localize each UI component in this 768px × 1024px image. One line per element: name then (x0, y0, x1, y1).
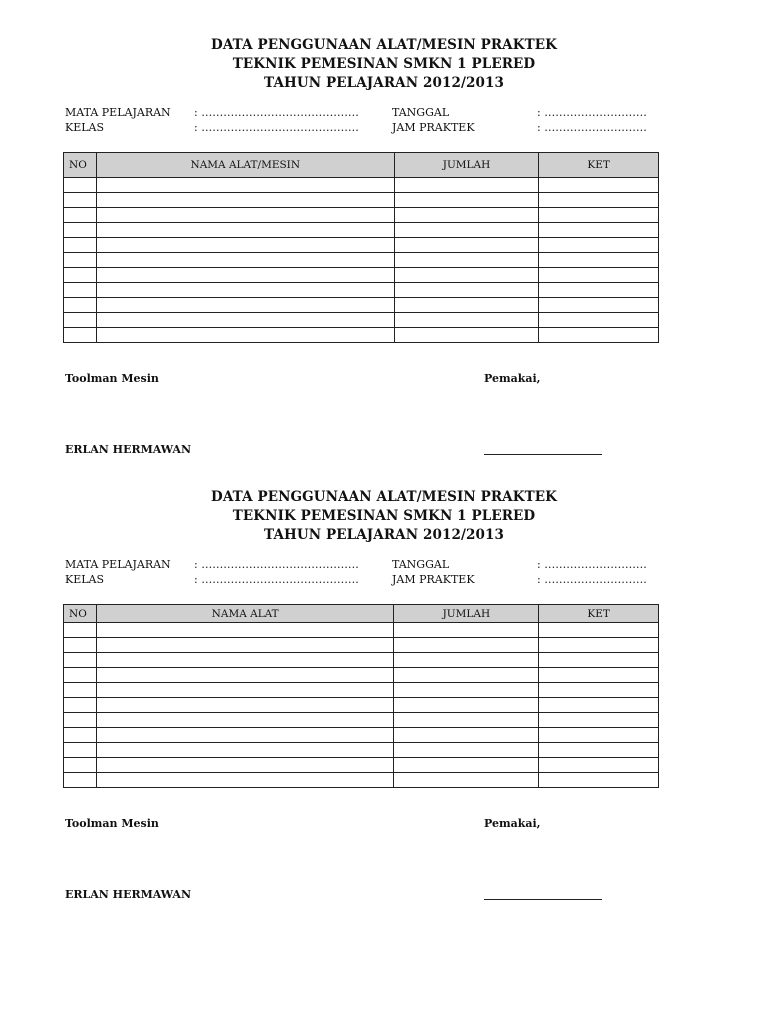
cell-ket[interactable] (539, 193, 659, 208)
pemakai-signature-line[interactable] (484, 454, 602, 455)
cell-jumlah[interactable] (394, 623, 539, 638)
cell-no[interactable] (64, 743, 97, 758)
cell-no[interactable] (64, 668, 97, 683)
cell-no[interactable] (64, 223, 97, 238)
cell-no[interactable] (64, 253, 97, 268)
table-row (64, 653, 659, 668)
cell-jumlah[interactable] (394, 328, 539, 343)
cell-no[interactable] (64, 773, 97, 788)
signature-block (0, 788, 768, 901)
cell-jumlah[interactable] (394, 178, 539, 193)
cell-jumlah[interactable] (394, 208, 539, 223)
tanggal-label: TANGGAL (392, 558, 450, 571)
cell-jumlah[interactable] (394, 758, 539, 773)
jam-praktek-field[interactable]: : ………………………. (537, 573, 647, 586)
cell-ket[interactable] (539, 223, 659, 238)
cell-nama-alat[interactable] (96, 653, 394, 668)
cell-nama-alat[interactable] (96, 623, 394, 638)
table-row (64, 758, 659, 773)
cell-ket[interactable] (539, 298, 659, 313)
header-no: NO (64, 153, 97, 178)
cell-no[interactable] (64, 623, 97, 638)
cell-nama-alat[interactable] (96, 758, 394, 773)
cell-no[interactable] (64, 283, 97, 298)
table-row (64, 178, 659, 193)
table-row (64, 208, 659, 223)
cell-nama-alat[interactable] (96, 283, 394, 298)
cell-ket[interactable] (539, 653, 659, 668)
title-line-3: TAHUN PELAJARAN 2012/2013 (264, 75, 504, 91)
cell-ket[interactable] (539, 208, 659, 223)
cell-nama-alat[interactable] (96, 268, 394, 283)
cell-no[interactable] (64, 728, 97, 743)
cell-jumlah[interactable] (394, 238, 539, 253)
cell-ket[interactable] (539, 638, 659, 653)
pemakai-signature-line[interactable] (484, 899, 602, 900)
cell-no[interactable] (64, 313, 97, 328)
pemakai-label: Pemakai, (484, 817, 541, 830)
header-no: NO (64, 605, 97, 623)
table-row (64, 238, 659, 253)
table-row (64, 728, 659, 743)
cell-nama-alat[interactable] (96, 208, 394, 223)
toolman-label: Toolman Mesin (65, 817, 159, 830)
header-nama-alat: NAMA ALAT/MESIN (96, 153, 394, 178)
table-row (64, 683, 659, 698)
cell-nama-alat[interactable] (96, 773, 394, 788)
cell-jumlah[interactable] (394, 773, 539, 788)
cell-ket[interactable] (539, 623, 659, 638)
info-fields (0, 557, 768, 591)
table-row (64, 283, 659, 298)
title-line-1: DATA PENGGUNAAN ALAT/MESIN PRAKTEK (211, 37, 557, 53)
toolman-name: ERLAN HERMAWAN (65, 888, 192, 901)
cell-ket[interactable] (539, 758, 659, 773)
table-row (64, 298, 659, 313)
kelas-field[interactable]: : ……………………………………. (194, 121, 359, 134)
table-row (64, 223, 659, 238)
cell-jumlah[interactable] (394, 653, 539, 668)
table-row (64, 623, 659, 638)
table-body (64, 178, 659, 343)
cell-jumlah[interactable] (394, 683, 539, 698)
mata-pelajaran-field[interactable]: : ……………………………………. (194, 558, 359, 571)
cell-ket[interactable] (539, 683, 659, 698)
form-title (0, 36, 768, 93)
cell-no[interactable] (64, 178, 97, 193)
cell-jumlah[interactable] (394, 223, 539, 238)
cell-ket[interactable] (539, 268, 659, 283)
cell-ket[interactable] (539, 698, 659, 713)
cell-ket[interactable] (539, 328, 659, 343)
cell-no[interactable] (64, 193, 97, 208)
cell-nama-alat[interactable] (96, 193, 394, 208)
cell-nama-alat[interactable] (96, 698, 394, 713)
toolman-name: ERLAN HERMAWAN (65, 443, 192, 456)
title-line-2: TEKNIK PEMESINAN SMKN 1 PLERED (232, 56, 536, 72)
cell-nama-alat[interactable] (96, 238, 394, 253)
cell-nama-alat[interactable] (96, 683, 394, 698)
cell-jumlah[interactable] (394, 283, 539, 298)
cell-no[interactable] (64, 653, 97, 668)
usage-table (63, 152, 659, 343)
cell-nama-alat[interactable] (96, 298, 394, 313)
cell-jumlah[interactable] (394, 668, 539, 683)
cell-nama-alat[interactable] (96, 713, 394, 728)
info-fields (0, 105, 768, 139)
cell-no[interactable] (64, 758, 97, 773)
cell-no[interactable] (64, 238, 97, 253)
cell-ket[interactable] (539, 728, 659, 743)
cell-nama-alat[interactable] (96, 313, 394, 328)
cell-ket[interactable] (539, 668, 659, 683)
table-row (64, 313, 659, 328)
cell-ket[interactable] (539, 238, 659, 253)
header-nama-alat: NAMA ALAT (96, 605, 394, 623)
title-line-3: TAHUN PELAJARAN 2012/2013 (264, 527, 504, 543)
table-row (64, 698, 659, 713)
jam-praktek-label: JAM PRAKTEK (392, 121, 475, 134)
usage-table (63, 604, 659, 788)
cell-no[interactable] (64, 208, 97, 223)
table-row (64, 253, 659, 268)
header-ket: KET (539, 605, 659, 623)
cell-nama-alat[interactable] (96, 743, 394, 758)
cell-ket[interactable] (539, 713, 659, 728)
pemakai-label: Pemakai, (484, 372, 541, 385)
table-row (64, 773, 659, 788)
cell-nama-alat[interactable] (96, 328, 394, 343)
usage-form-1 (0, 36, 768, 456)
table-body (64, 623, 659, 788)
header-jumlah: JUMLAH (394, 605, 539, 623)
table-row (64, 193, 659, 208)
cell-no[interactable] (64, 268, 97, 283)
cell-jumlah[interactable] (394, 313, 539, 328)
table-row (64, 328, 659, 343)
title-line-2: TEKNIK PEMESINAN SMKN 1 PLERED (232, 508, 536, 524)
table-row (64, 668, 659, 683)
cell-nama-alat[interactable] (96, 638, 394, 653)
cell-no[interactable] (64, 683, 97, 698)
signature-block (0, 343, 768, 456)
cell-ket[interactable] (539, 313, 659, 328)
table-row (64, 268, 659, 283)
cell-jumlah[interactable] (394, 298, 539, 313)
toolman-label: Toolman Mesin (65, 372, 159, 385)
cell-nama-alat[interactable] (96, 223, 394, 238)
kelas-field[interactable]: : ……………………………………. (194, 573, 359, 586)
table-header-row (64, 153, 659, 178)
tanggal-label: TANGGAL (392, 106, 450, 119)
cell-jumlah[interactable] (394, 193, 539, 208)
cell-jumlah[interactable] (394, 713, 539, 728)
usage-form-2 (0, 488, 768, 901)
table-row (64, 713, 659, 728)
table-row (64, 743, 659, 758)
cell-no[interactable] (64, 328, 97, 343)
cell-nama-alat[interactable] (96, 178, 394, 193)
cell-jumlah[interactable] (394, 728, 539, 743)
cell-no[interactable] (64, 698, 97, 713)
header-ket: KET (539, 153, 659, 178)
cell-jumlah[interactable] (394, 268, 539, 283)
jam-praktek-label: JAM PRAKTEK (392, 573, 475, 586)
cell-ket[interactable] (539, 773, 659, 788)
title-line-1: DATA PENGGUNAAN ALAT/MESIN PRAKTEK (211, 489, 557, 505)
cell-ket[interactable] (539, 253, 659, 268)
kelas-label: KELAS (65, 121, 105, 134)
mata-pelajaran-field[interactable]: : ……………………………………. (194, 106, 359, 119)
cell-ket[interactable] (539, 283, 659, 298)
cell-ket[interactable] (539, 178, 659, 193)
cell-no[interactable] (64, 713, 97, 728)
cell-jumlah[interactable] (394, 743, 539, 758)
header-jumlah: JUMLAH (394, 153, 539, 178)
cell-ket[interactable] (539, 743, 659, 758)
cell-jumlah[interactable] (394, 698, 539, 713)
mata-pelajaran-label: MATA PELAJARAN (65, 558, 171, 571)
cell-jumlah[interactable] (394, 253, 539, 268)
mata-pelajaran-label: MATA PELAJARAN (65, 106, 171, 119)
table-row (64, 638, 659, 653)
table-header-row (64, 605, 659, 623)
tanggal-field[interactable]: : ………………………. (537, 106, 647, 119)
jam-praktek-field[interactable]: : ………………………. (537, 121, 647, 134)
cell-no[interactable] (64, 638, 97, 653)
cell-nama-alat[interactable] (96, 728, 394, 743)
cell-nama-alat[interactable] (96, 668, 394, 683)
tanggal-field[interactable]: : ………………………. (537, 558, 647, 571)
kelas-label: KELAS (65, 573, 105, 586)
cell-jumlah[interactable] (394, 638, 539, 653)
cell-no[interactable] (64, 298, 97, 313)
cell-nama-alat[interactable] (96, 253, 394, 268)
form-title (0, 488, 768, 545)
